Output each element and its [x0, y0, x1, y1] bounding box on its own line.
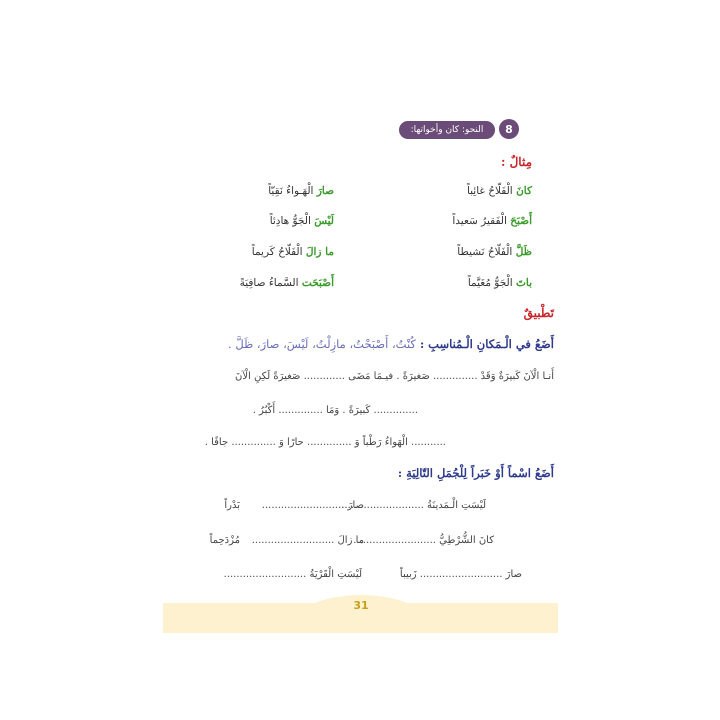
example-row-4-left: أَصْبَحَت السَّماءُ صافِيَةً: [239, 277, 334, 289]
example-row-2-left: لَيْسَ الْجَوُّ هادِئاً: [269, 215, 334, 227]
example-heading: مِثالٌ :: [500, 155, 532, 169]
example-row-1-left: صارَ الْهَـواءُ نَقِيّاً: [268, 185, 334, 197]
example-row-3-right: ظَلَّ الْفَلّاحُ نَشيطاً: [457, 246, 532, 258]
question-1-title: أَضَعُ في الْـمَكانِ الْـمُناسِبِ : كُنْتُ، أَصْبَحْتُ، مازِلْتُ، لَيْسَ، صارَ، ظَلَّ .: [228, 337, 554, 351]
example-row-2-right: أَصْبَحَ الْفَقيرُ سَعيداً: [452, 215, 532, 227]
page-number: 31: [353, 599, 369, 612]
example-row-1-right: كانَ الْفَلّاحُ غائِباً: [466, 185, 532, 197]
question-1-line-3: ........... الْهَواءُ رَطْباً وَ .............. حارًا وَ .............. جافًا .: [204, 437, 446, 448]
question-1-line-2: .............. كَبيرَةً . وَمَا .............. أَكْبُرُ .: [252, 405, 418, 416]
lesson-title-banner: النحو: كان وأخواتها:: [399, 121, 495, 139]
question-2-row-3-left: لَيْسَتِ الْقَرْيَةُ ..........................: [223, 569, 362, 580]
page-footer: [163, 599, 558, 633]
question-2-title: أَضَعُ اسْماً أَوْ خَبَراً لِلْجُمَلِ التّالِيَةِ :: [397, 466, 554, 480]
application-heading: تَطْبيقٌ: [523, 306, 554, 320]
example-row-3-left: ما زالَ الْفَلّاحُ كَريماً: [251, 246, 334, 258]
question-2-row-2-right: كانَ الشُّرْطِيُّ ..........................: [353, 535, 494, 546]
question-2-row-1-right: لَيْسَتِ الْـمَدينَةُ ..........................: [341, 500, 486, 511]
question-2-row-2-mid: ما زالَ ..........................: [251, 535, 364, 546]
question-1-line-1: أَنـا الْآنَ كَبيرَةٌ وَقَدْ .............. صَغيرَةً . فيـمَا مَضَى ............. صَغيرَةً لَكِنِ الْآنَ: [234, 371, 554, 382]
textbook-page: [163, 85, 558, 633]
lesson-number-badge: 8: [499, 119, 519, 139]
question-2-row-2-left: مُزْدَحِماً: [209, 535, 240, 546]
question-2-row-3-right: صارَ .......................... زَبيباً: [399, 569, 522, 580]
question-2-row-1-mid: صارَ ..........................: [261, 500, 364, 511]
question-2-row-1-left: بَدْراً: [224, 500, 240, 511]
example-row-4-right: باتَ الْجَوُّ مُغَيَّماً: [467, 277, 532, 289]
